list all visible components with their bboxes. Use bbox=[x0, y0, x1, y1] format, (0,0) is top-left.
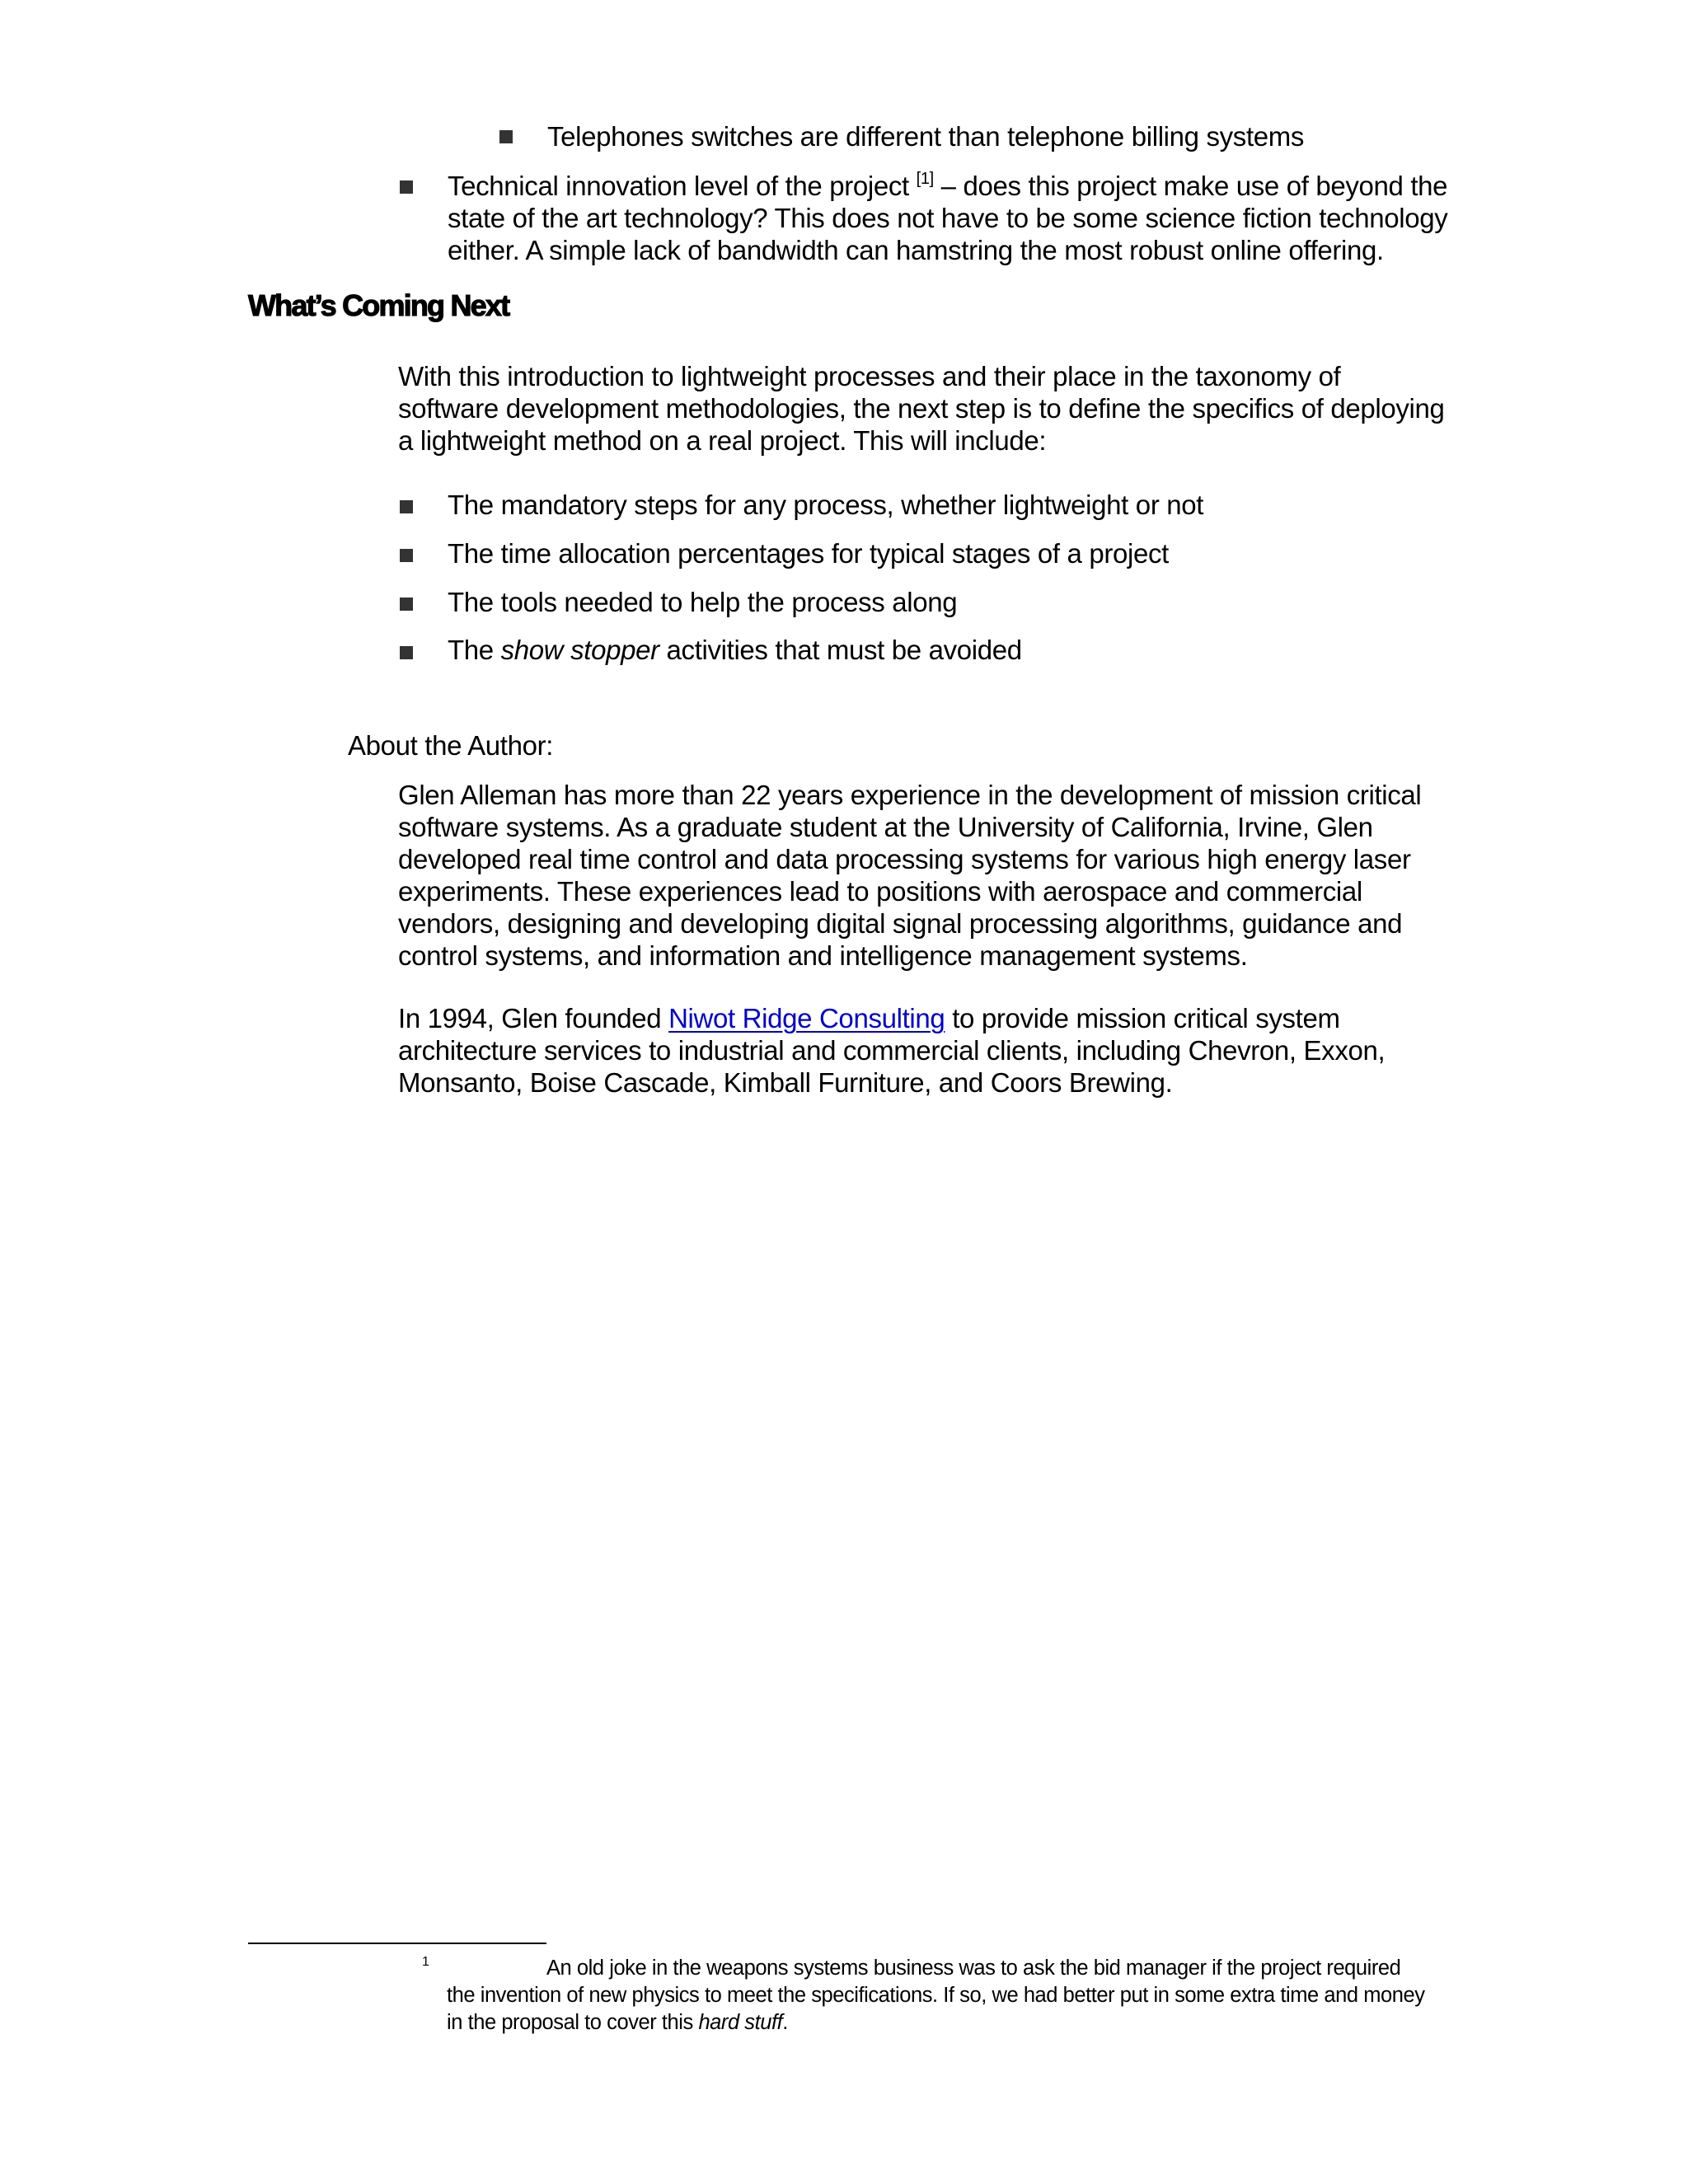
footnote-separator bbox=[248, 1943, 546, 1944]
square-bullet-icon bbox=[400, 500, 413, 513]
square-bullet-icon bbox=[499, 130, 513, 143]
list-item-text bbox=[448, 634, 1437, 666]
list-item-text bbox=[448, 170, 1453, 266]
list-item-text-end: – does this project make use of beyond the state of the art technology? This does not have to be some science fiction technology either. A simple lack of bandwidth can hamstring the most robust online offering. bbox=[448, 171, 1448, 265]
paragraph-text-end: to provide mission critical system architecture services to industrial and commercial clients, including Chevron, Exxon, Monsanto, Boise Cascade, Kimball Furniture, and Coors Brewing. bbox=[398, 1003, 1386, 1098]
sub-list-item-text: Telephones switches are different than telephone billing systems bbox=[547, 121, 1305, 152]
list-item-text-start: Technical innovation level of the project bbox=[448, 171, 917, 201]
list-item bbox=[400, 539, 413, 562]
list-item-text-start: The bbox=[448, 635, 501, 665]
list-item-text-end: activities that must be avoided bbox=[659, 635, 1022, 665]
square-bullet-icon bbox=[400, 549, 413, 562]
square-bullet-icon bbox=[400, 598, 413, 611]
author-company-paragraph bbox=[398, 1002, 1428, 1099]
niwot-ridge-link[interactable]: Niwot Ridge Consulting bbox=[668, 1003, 945, 1033]
list-item-text: The mandatory steps for any process, whether lightweight or not bbox=[448, 490, 1204, 520]
square-bullet-icon bbox=[400, 646, 413, 659]
list-item-text: The tools needed to help the process along bbox=[448, 587, 958, 617]
footnote-text bbox=[447, 1955, 1428, 2036]
footnote-text-end: . bbox=[782, 2011, 788, 2034]
footnote-number: 1 bbox=[422, 1955, 429, 1969]
sub-list-item bbox=[499, 120, 513, 143]
section-heading: What’s Coming Next bbox=[248, 288, 509, 322]
footnote-text-start: An old joke in the weapons systems business was to ask the bid manager if the project required the invention of new physics to meet the specifications. If so, we had better put in some extra time and money in the proposal to cover this bbox=[447, 1957, 1425, 2034]
list-item bbox=[400, 490, 413, 513]
list-item bbox=[400, 636, 413, 659]
footnote-reference[interactable]: [1] bbox=[916, 170, 934, 188]
paragraph-text-start: In 1994, Glen founded bbox=[398, 1003, 669, 1033]
emphasis-text: hard stuff bbox=[698, 2011, 783, 2034]
author-bio-paragraph: Glen Alleman has more than 22 years experience in the development of mission critical software systems. As a graduate student at the University of California, Irvine, Glen developed real time control and data processing systems for various high energy laser experiments. These experiences lead to positions with aerospace and commercial vendors, designing and developing digital signal processing algorithms, guidance and control systems, and information and intelligence management systems. bbox=[398, 780, 1422, 971]
intro-paragraph: With this introduction to lightweight processes and their place in the taxonomy of software development methodologies, the next step is to define the specifics of deploying a lightweight method on a real project. This will include: bbox=[398, 361, 1445, 456]
list-item bbox=[400, 171, 413, 194]
list-item bbox=[400, 588, 413, 611]
square-bullet-icon bbox=[400, 180, 413, 194]
list-item-text: The time allocation percentages for typical stages of a project bbox=[448, 538, 1169, 569]
emphasis-text: show stopper bbox=[500, 635, 659, 665]
author-label: About the Author: bbox=[348, 730, 554, 761]
